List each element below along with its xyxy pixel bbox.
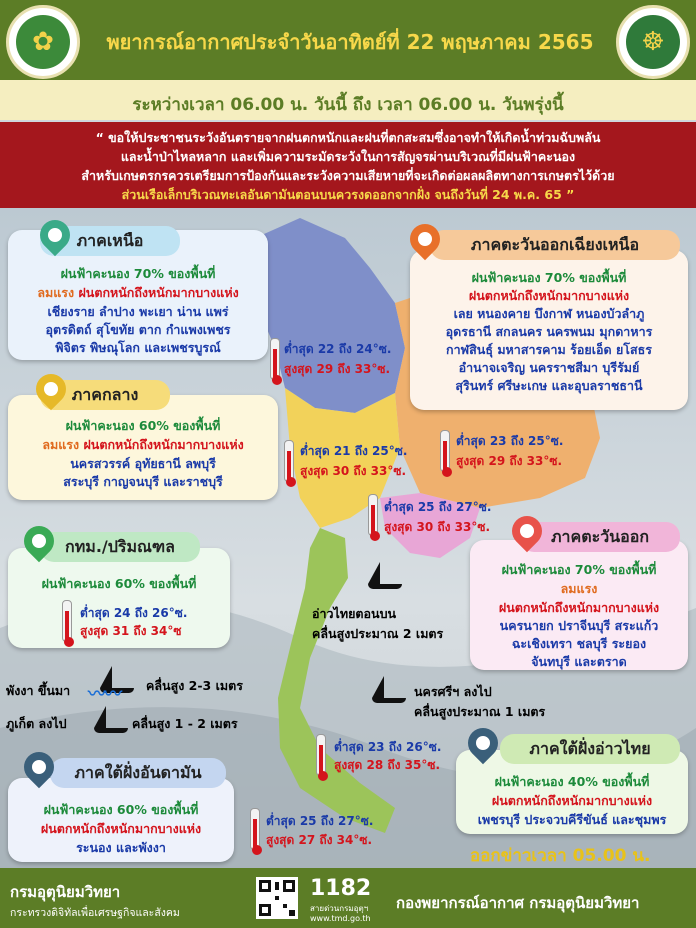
northeast-area-4: อำนาจเจริญ นครราชสีมา บุรีรัมย์	[458, 360, 640, 375]
north-rain: ฝนฟ้าคะนอง 70% ของพื้นที่	[60, 266, 216, 281]
central-thermometer-icon	[284, 440, 294, 482]
warning-line-2: และน้ำป่าไหลหลาก และเพิ่มความระมัดระวังในการสัญจรผ่านบริเวณที่มีฝนฟ้าคะนอง	[120, 149, 576, 164]
phuket-wave: คลื่นสูง 1 - 2 เมตร	[132, 716, 238, 731]
north-wind: ลมแรง	[37, 285, 75, 300]
central-wind: ลมแรง	[42, 437, 80, 452]
central-warn-line	[8, 435, 278, 455]
bangkok-thermometer-icon	[62, 600, 72, 642]
north-heavy: ฝนตกหนักถึงหนักมากบางแห่ง	[78, 285, 239, 300]
hotline-number: 1182	[310, 876, 372, 901]
phangnga-wave: คลื่นสูง 2-3 เมตร	[146, 678, 243, 693]
bangkok-tmin: ต่ำสุด 24 ถึง 26°ซ.	[80, 606, 188, 620]
nakhon-name: นครศรีฯ ลงไป	[414, 684, 492, 699]
tmd-right-logo-icon: ☸	[616, 5, 690, 79]
south-andaman-label: ภาคใต้ฝั่งอันดามัน	[50, 758, 226, 788]
northeast-tmax: สูงสุด 29 ถึง 33°ซ.	[456, 454, 563, 468]
south-andaman-tmin: ต่ำสุด 25 ถึง 27°ซ.	[266, 814, 374, 828]
central-label: ภาคกลาง	[40, 380, 170, 410]
east-area-1: นครนายก ปราจีนบุรี สระแก้ว	[499, 618, 659, 633]
issued-time: ออกข่าวเวลา 05.00 น.	[470, 846, 651, 866]
central-rain: ฝนฟ้าคะนอง 60% ของพื้นที่	[65, 418, 221, 433]
central-heavy: ฝนตกหนักถึงหนักมากบางแห่ง	[83, 437, 244, 452]
south-gulf-area-1: เพชรบุรี ประจวบคีรีขันธ์ และชุมพร	[477, 812, 667, 827]
south-gulf-tmin: ต่ำสุด 23 ถึง 26°ซ.	[334, 740, 442, 754]
east-heavy: ฝนตกหนักถึงหนักมากบางแห่ง	[498, 600, 660, 615]
east-thermometer-icon	[368, 494, 378, 536]
north-area-1: เชียงราย ลำปาง พะเยา น่าน แพร่	[47, 304, 229, 319]
northeast-area-5: สุรินทร์ ศรีษะเกษ และอุบลราชธานี	[455, 378, 643, 393]
east-label: ภาคตะวันออก	[520, 522, 680, 552]
tmd-left-logo-icon: ✿	[6, 5, 80, 79]
upper-gulf-name: อ่าวไทยตอนบน	[312, 606, 397, 621]
south-andaman-heavy: ฝนตกหนักถึงหนักมากบางแห่ง	[40, 821, 202, 836]
north-warn-line	[8, 283, 268, 303]
north-tmin: ต่ำสุด 22 ถึง 24°ซ.	[284, 342, 392, 356]
south-andaman-rain: ฝนฟ้าคะนอง 60% ของพื้นที่	[43, 802, 199, 817]
south-andaman-thermometer-icon	[250, 808, 260, 850]
central-tmax: สูงสุด 30 ถึง 33°ซ.	[300, 464, 407, 478]
central-tmin: ต่ำสุด 21 ถึง 25°ซ.	[300, 444, 408, 458]
phangnga-name: พังงา ขึ้นมา	[6, 683, 71, 698]
north-label: ภาคเหนือ	[40, 226, 180, 256]
east-area-2: ฉะเชิงเทรา ชลบุรี ระยอง	[511, 636, 647, 651]
warning-line-4: ส่วนเรือเล็กบริเวณทะเลอันดามันตอนบนควรงดออกจากฝั่ง จนถึงวันที่ 24 พ.ค. 65 ”	[121, 187, 575, 202]
footer-org: กรมอุตุนิยมวิทยา	[10, 883, 121, 901]
northeast-area-3: กาฬสินธุ์ มหาสารคาม ร้อยเอ็ด ยโสธร	[446, 342, 652, 357]
north-area-2: อุตรดิตถ์ สุโขทัย ตาก กำแพงเพชร	[45, 322, 231, 337]
sailboat-icon-gulf	[368, 562, 402, 589]
hotline-sub: สายด่วนกรมอุตุฯ	[310, 904, 369, 913]
phuket-name: ภูเก็ต ลงไป	[6, 716, 67, 731]
bangkok-label: กทม./ปริมณฑล	[40, 532, 200, 562]
northeast-tmin: ต่ำสุด 23 ถึง 25°ซ.	[456, 434, 564, 448]
bangkok-rain: ฝนฟ้าคะนอง 60% ของพื้นที่	[41, 576, 197, 591]
northeast-heavy: ฝนตกหนักถึงหนักมากบางแห่ง	[468, 288, 630, 303]
south-gulf-thermometer-icon	[316, 734, 326, 776]
north-area-3: พิจิตร พิษณุโลก และเพชรบูรณ์	[55, 340, 221, 355]
northeast-area-1: เลย หนองคาย บึงกาฬ หนองบัวลำภู	[453, 306, 645, 321]
upper-gulf-wave: คลื่นสูงประมาณ 2 เมตร	[312, 626, 444, 641]
nakhon-wave: คลื่นสูงประมาณ 1 เมตร	[414, 704, 546, 719]
south-gulf-tmax: สูงสุด 28 ถึง 35°ซ.	[334, 758, 441, 772]
northeast-label: ภาคตะวันออกเฉียงเหนือ	[430, 230, 680, 260]
northeast-rain: ฝนฟ้าคะนอง 70% ของพื้นที่	[471, 270, 627, 285]
central-area-2: สระบุรี กาญจนบุรี และราชบุรี	[63, 474, 223, 489]
north-thermometer-icon	[270, 338, 280, 380]
north-tmax: สูงสุด 29 ถึง 33°ซ.	[284, 362, 391, 376]
central-area-1: นครสวรรค์ อุทัยธานี ลพบุรี	[70, 456, 216, 471]
east-wind: ลมแรง	[560, 581, 598, 596]
sailboat-icon-nakhon	[372, 676, 406, 703]
sailboat-icon-phuket	[94, 706, 128, 733]
south-gulf-label: ภาคใต้ฝั่งอ่าวไทย	[500, 734, 680, 764]
south-andaman-tmax: สูงสุด 27 ถึง 34°ซ.	[266, 833, 373, 847]
northeast-area-2: อุดรธานี สกลนคร นครพนม มุกดาหาร	[445, 324, 653, 339]
warning-line-3: สำหรับเกษตรกรควรเตรียมการป้องกันและระวังความเสียหายที่จะเกิดต่อผลผลิตทางการเกษตรไว้ด้วย	[81, 168, 615, 183]
bangkok-tmax: สูงสุด 31 ถึง 34°ซ	[80, 624, 182, 638]
east-tmin: ต่ำสุด 25 ถึง 27°ซ.	[384, 500, 492, 514]
south-gulf-heavy: ฝนตกหนักถึงหนักมากบางแห่ง	[491, 793, 653, 808]
east-area-3: จันทบุรี และตราด	[531, 654, 627, 669]
south-gulf-rain: ฝนฟ้าคะนอง 40% ของพื้นที่	[494, 774, 650, 789]
footer-ministry: กระทรวงดิจิทัลเพื่อเศรษฐกิจและสังคม	[10, 907, 180, 919]
south-andaman-area-1: ระนอง และพังงา	[76, 840, 166, 855]
warning-line-1: “ ขอให้ประชาชนระวังอันตรายจากฝนตกหนักและฝนที่ตกสะสมซึ่งอาจทำให้เกิดน้ำท่วมฉับพลัน	[95, 130, 601, 145]
east-rain: ฝนฟ้าคะนอง 70% ของพื้นที่	[501, 562, 657, 577]
warning-banner	[0, 122, 696, 208]
qr-code-icon[interactable]	[256, 877, 298, 919]
wave-icon: 〰〰	[88, 684, 120, 705]
forecast-period: ระหว่างเวลา 06.00 น. วันนี้ ถึง เวลา 06.00 น. วันพรุ่งนี้	[132, 95, 564, 115]
northeast-thermometer-icon	[440, 430, 450, 472]
east-tmax: สูงสุด 30 ถึง 33°ซ.	[384, 520, 491, 534]
page-title: พยากรณ์อากาศประจำวันอาทิตย์ที่ 22 พฤษภาคม 2565	[106, 30, 594, 54]
footer-right-text: กองพยากรณ์อากาศ กรมอุตุนิยมวิทยา	[396, 894, 640, 912]
website-link[interactable]: www.tmd.go.th	[310, 914, 371, 923]
